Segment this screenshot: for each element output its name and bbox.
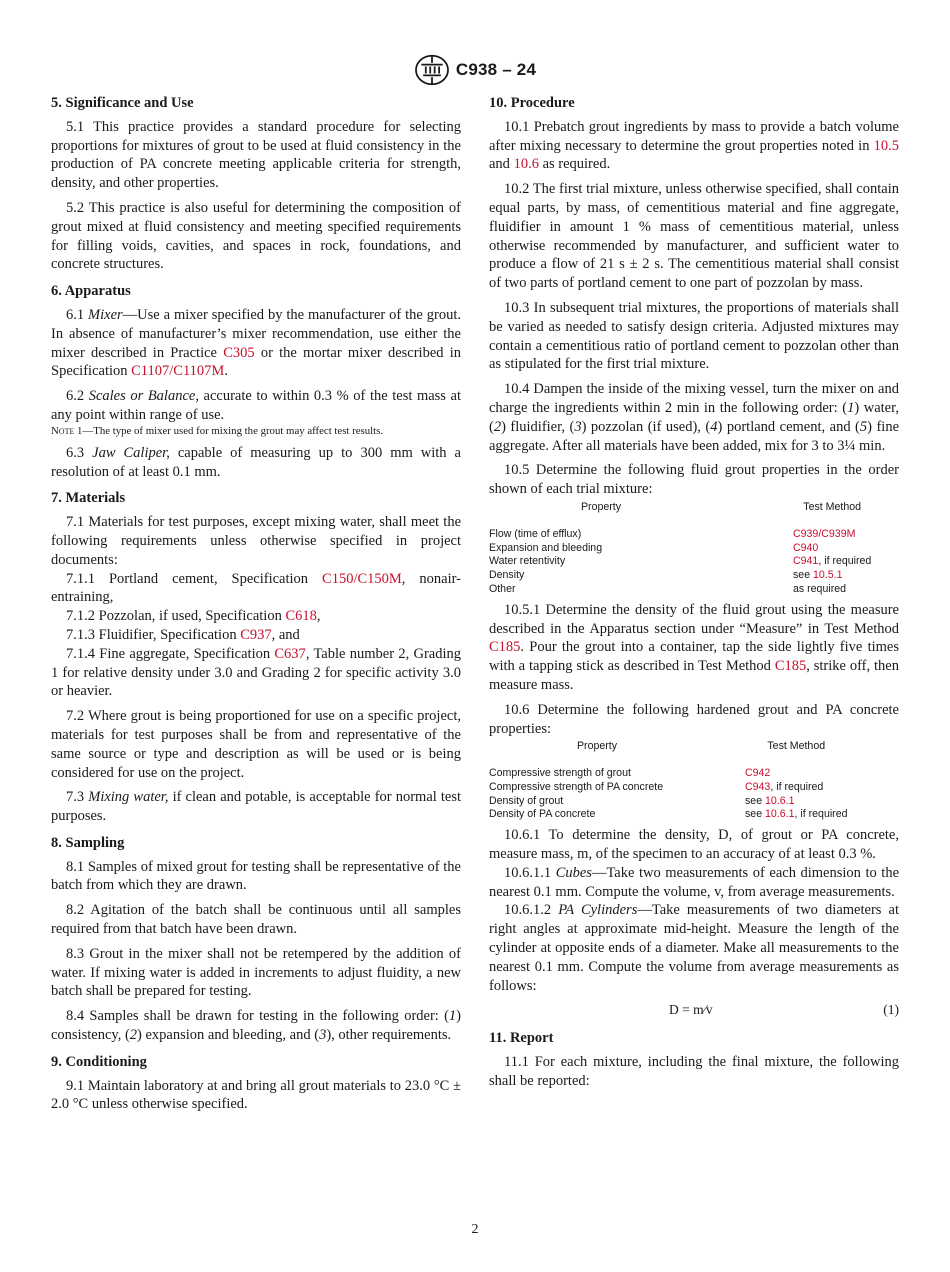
paragraph-text: 7.1.1 Portland cement, Specification	[66, 570, 323, 587]
method-cell	[793, 555, 871, 569]
table-row	[489, 781, 848, 795]
astm-logo-icon	[414, 54, 450, 86]
paragraph-10-3: 10.3 In subsequent trial mixtures, the proportions of materials shall be varied as needed to satisfy design criteria. Adjusted mixtures may contain a cementitious ratio of portland cement to pozzolan other than as stipulated for the first trial mixture.	[489, 299, 899, 373]
paragraph-text: , Table number 2, Grading 1 for relative density under 3.0 and Grading 2 for specific activity 3.0 or heavier.	[51, 645, 461, 700]
paragraph-10-5-1	[489, 601, 899, 695]
link-c150[interactable]: C150/C150M	[322, 570, 402, 587]
paragraph-text: —Use a mixer specified by the manufacturer of the grout. In absence of manufacturer’s mixer recommendation, use either the mixer described in Practice	[51, 306, 462, 361]
property-cell: Water retentivity	[489, 555, 566, 568]
paragraph-8-1: 8.1 Samples of mixed grout for testing shall be representative of the batch from which they are drawn.	[51, 858, 461, 894]
paragraph-number: 10.6.1.2	[504, 902, 559, 919]
method-cell	[745, 767, 848, 781]
link-c637[interactable]: C637	[274, 645, 306, 662]
paragraph-text: or the mortar mixer described in Specification	[51, 344, 461, 380]
paragraph-10-2: 10.2 The first trial mixture, unless otherwise specified, shall contain equal parts, by mass, of cementitious material and fine aggregate, fluidifier in amount 1 % mass of cementitious material, unless otherwise recommended by manufacturer, and sufficient water to produce a flow of 21 s ± 2 s. The cementitious material shall consist of two parts of portland cement to one part of pozzolan by mass.	[489, 181, 899, 292]
paragraph-text: ) consistency, (	[51, 1008, 461, 1044]
paragraph-8-4	[51, 1007, 461, 1045]
paragraph-text: 10.1 Prebatch grout ingredients by mass to provide a batch volume after mixing necessary to determine the grout properties noted in	[489, 118, 899, 154]
link-10-5[interactable]: 10.5	[873, 137, 899, 154]
link-c943[interactable]: C943	[745, 780, 771, 793]
paragraph-text: ) water, (	[489, 399, 899, 435]
paragraph-5-1: 5.1 This practice provides a standard procedure for selecting proportions for mixtures of grout to be used at fluid consistency in the production of PA concrete meeting applicable criteria for strength, density, and other properties.	[51, 118, 461, 192]
paragraph-6-1	[51, 306, 461, 381]
link-10-5-1[interactable]: 10.5.1	[813, 569, 843, 582]
method-cell	[745, 795, 848, 809]
paragraph-10-6-1-1	[489, 864, 899, 902]
list-number: 3	[319, 1027, 327, 1044]
paragraph-text: ,	[316, 608, 321, 625]
paragraph-6-3	[51, 444, 461, 482]
list-number: 2	[129, 1027, 138, 1044]
section-5-heading: 5. Significance and Use	[51, 95, 194, 111]
paragraph-text: ) expansion and bleeding, and (	[137, 1027, 320, 1044]
section-11-heading: 11. Report	[489, 1030, 554, 1047]
property-cell: Compressive strength of PA concrete	[489, 780, 664, 793]
paragraph-text: 7.1.3 Fluidifier, Specification	[66, 626, 241, 643]
paragraph-7-2: 7.2 Where grout is being proportioned for use on a specific project, materials for test purposes shall be from and representative of the same source or type and description as will be used or is being considered for use on the project.	[51, 708, 461, 781]
paragraph-8-3: 8.3 Grout in the mixer shall not be retempered by the addition of water. If mixing water is added in increments to adjust fluidity, a new batch shall be prepared for testing.	[51, 945, 461, 1000]
defined-term: Scales or Balance,	[88, 388, 199, 405]
method-suffix: , if required	[770, 780, 824, 793]
list-number: 2	[493, 418, 502, 435]
property-cell: Other	[489, 582, 516, 595]
paragraph-10-1	[489, 118, 899, 174]
method-cell	[793, 569, 871, 583]
paragraph-text: .	[224, 363, 228, 380]
paragraph-5-2: 5.2 This practice is also useful for determining the composition of grout mixed at fluid consistency and meeting specified requirements for filling voids, cavities, and spaces in rock, foundations, and concrete structures.	[51, 199, 461, 273]
property-cell: Expansion and bleeding	[489, 541, 603, 554]
link-10-6-1[interactable]: 10.6.1	[765, 794, 795, 807]
link-c937[interactable]: C937	[240, 626, 272, 643]
paragraph-7-1-4	[51, 645, 461, 701]
paragraph-text: ) fine aggregate. After all materials have been added, mix for 3 to 3¼ min.	[489, 418, 900, 454]
table-header-row	[489, 740, 848, 767]
method-suffix: , if required	[818, 555, 872, 568]
fluid-properties-table	[489, 501, 871, 597]
link-c939[interactable]: C939/C939M	[793, 527, 856, 540]
paragraph-text: . Pour the grout into a container, tap the side lightly five times with a tapping stick as described in Test Method	[489, 639, 899, 675]
note-1	[51, 425, 461, 438]
right-column	[489, 92, 899, 1097]
equation-formula: D = m⁄v	[669, 1002, 713, 1018]
paragraph-number: 7.3	[66, 789, 89, 806]
table-header-row	[489, 501, 871, 528]
list-number: 1	[847, 399, 855, 416]
method-cell: as required	[793, 582, 846, 595]
list-number: 4	[710, 418, 718, 435]
method-suffix: , if required	[794, 808, 848, 821]
property-cell: Density of grout	[489, 794, 564, 807]
paragraph-7-1: 7.1 Materials for test purposes, except mixing water, shall meet the following requirements unless otherwise specified in project documents:	[51, 514, 461, 568]
note-text: 1—The type of mixer used for mixing the grout may affect test results.	[74, 424, 383, 437]
paragraph-text: 7.1.2 Pozzolan, if used, Specification	[66, 608, 286, 625]
hardened-properties-table	[489, 740, 848, 822]
paragraph-text: 10.4 Dampen the inside of the mixing vessel, turn the mixer on and charge the ingredients within 2 min in the following order: (	[489, 381, 899, 416]
method-prefix: see	[745, 794, 766, 807]
paragraph-number: 6.3	[66, 444, 93, 461]
column-header-property: Property	[580, 500, 622, 513]
table-row	[489, 808, 848, 822]
section-9-heading: 9. Conditioning	[51, 1053, 147, 1070]
defined-term: Jaw Caliper,	[92, 444, 170, 461]
section-8-heading: 8. Sampling	[51, 834, 125, 851]
paragraph-text: ) fluidifier, (	[501, 418, 575, 435]
section-10-heading: 10. Procedure	[489, 95, 575, 111]
link-c185-2[interactable]: C185	[774, 658, 807, 675]
paragraph-10-6: 10.6 Determine the following hardened grout and PA concrete properties:	[489, 701, 899, 737]
paragraph-text: 7.1.4 Fine aggregate, Specification	[66, 645, 275, 662]
table-row	[489, 767, 848, 781]
paragraph-text: as required.	[538, 156, 611, 173]
list-number: 1	[448, 1008, 457, 1025]
paragraph-text: —Take measurements of two diameters at right angles at approximate mid-height. Measure the length of the cylinder at opposite ends of a diameter. Make all measurements to the nearest 0.1 mm. Compute the volume from average measurements as follows:	[489, 902, 899, 994]
paragraph-text: if clean and potable, is acceptable for normal test purposes.	[51, 789, 462, 825]
link-c305[interactable]: C305	[223, 344, 255, 361]
link-c940[interactable]: C940	[793, 541, 819, 554]
section-6-heading: 6. Apparatus	[51, 283, 131, 300]
paragraph-text: ) portland cement, and (	[717, 418, 860, 435]
table-row	[489, 555, 871, 569]
paragraph-8-2: 8.2 Agitation of the batch shall be continuous until all samples required from that batch have been drawn.	[51, 902, 461, 938]
page-header	[0, 54, 950, 86]
equation-number: (1)	[883, 1002, 899, 1018]
paragraph-text: and	[489, 156, 514, 173]
method-cell	[745, 781, 848, 795]
table-row	[489, 528, 871, 542]
property-cell: Compressive strength of grout	[489, 767, 631, 780]
table-row	[489, 542, 871, 556]
column-header-test-method: Test Method	[803, 500, 862, 513]
column-header-property: Property	[576, 740, 618, 753]
section-7-heading: 7. Materials	[51, 490, 126, 507]
method-prefix: see	[793, 569, 814, 582]
note-label: Note	[51, 424, 75, 437]
paragraph-text: accurate to within 0.3 % of the test mass at any point within range of use.	[51, 388, 462, 423]
paragraph-7-1-2	[51, 607, 461, 626]
table-row	[489, 569, 871, 583]
paragraph-7-1-3	[51, 626, 461, 645]
paragraph-10-4	[489, 380, 899, 455]
method-cell	[793, 542, 871, 556]
paragraph-number: 10.6.1.1	[504, 864, 556, 881]
link-10-6[interactable]: 10.6	[513, 156, 539, 173]
paragraph-text: 8.4 Samples shall be drawn for testing in the following order: (	[66, 1008, 449, 1025]
left-column	[51, 92, 461, 1120]
defined-term: Cubes	[555, 864, 592, 881]
page-number: 2	[471, 1222, 479, 1237]
link-10-6-1-2[interactable]: 10.6.1	[765, 808, 795, 821]
paragraph-text: ) pozzolan (if used), (	[581, 418, 711, 435]
paragraph-10-6-1: 10.6.1 To determine the density, D, of grout or PA concrete, measure mass, m, of the specimen to an accuracy of at least 0.3 %.	[489, 827, 899, 863]
paragraph-text: , and	[271, 626, 300, 643]
paragraph-text: capable of measuring up to 300 mm with a resolution of at least 0.1 mm.	[51, 444, 461, 480]
link-c942[interactable]: C942	[745, 767, 771, 780]
link-c185[interactable]: C185	[489, 639, 521, 656]
property-cell: Flow (time of efflux)	[489, 527, 582, 540]
defined-term: Mixer	[88, 306, 123, 323]
equation-1	[489, 1001, 899, 1021]
method-prefix: see	[745, 808, 766, 821]
list-number: 3	[574, 418, 582, 435]
paragraph-9-1: 9.1 Maintain laboratory at and bring all grout materials to 23.0 °C ± 2.0 °C unless otherwise specified.	[51, 1077, 461, 1113]
paragraph-10-6-1-2	[489, 901, 899, 995]
method-cell	[745, 808, 848, 822]
paragraph-text: ), other requirements.	[326, 1027, 452, 1044]
paragraph-10-5: 10.5 Determine the following fluid grout properties in the order shown of each trial mixture:	[489, 462, 899, 498]
link-c941[interactable]: C941	[793, 555, 819, 568]
paragraph-text: , strike off, then measure mass.	[489, 658, 899, 693]
property-cell: Density of PA concrete	[489, 808, 596, 821]
paragraph-7-3	[51, 788, 461, 826]
document-id: C938 – 24	[455, 60, 537, 79]
list-number: 5	[859, 418, 868, 435]
paragraph-text: , nonair-entraining,	[51, 570, 461, 606]
paragraph-number: 6.2	[66, 388, 89, 405]
defined-term: Mixing water,	[88, 789, 169, 806]
paragraph-7-1-1	[51, 570, 461, 608]
column-header-test-method: Test Method	[767, 740, 826, 753]
link-c1107[interactable]: C1107/C1107M	[131, 363, 225, 380]
paragraph-number: 6.1	[66, 306, 89, 323]
table-row	[489, 795, 848, 809]
link-c618[interactable]: C618	[285, 608, 317, 625]
property-cell: Density	[489, 569, 525, 582]
paragraph-text: 10.5.1 Determine the density of the fluid grout using the measure described in the Apparatus section under “Measure” in Test Method	[489, 601, 899, 637]
method-cell	[793, 528, 871, 542]
paragraph-6-2	[51, 387, 461, 425]
paragraph-text: —Take two measurements of each dimension to the nearest 0.1 mm. Compute the volume, v, from average measurements.	[489, 864, 900, 900]
paragraph-11-1: 11.1 For each mixture, including the final mixture, the following shall be reported:	[489, 1054, 899, 1090]
table-row	[489, 583, 871, 597]
defined-term: PA Cylinders	[558, 902, 638, 919]
